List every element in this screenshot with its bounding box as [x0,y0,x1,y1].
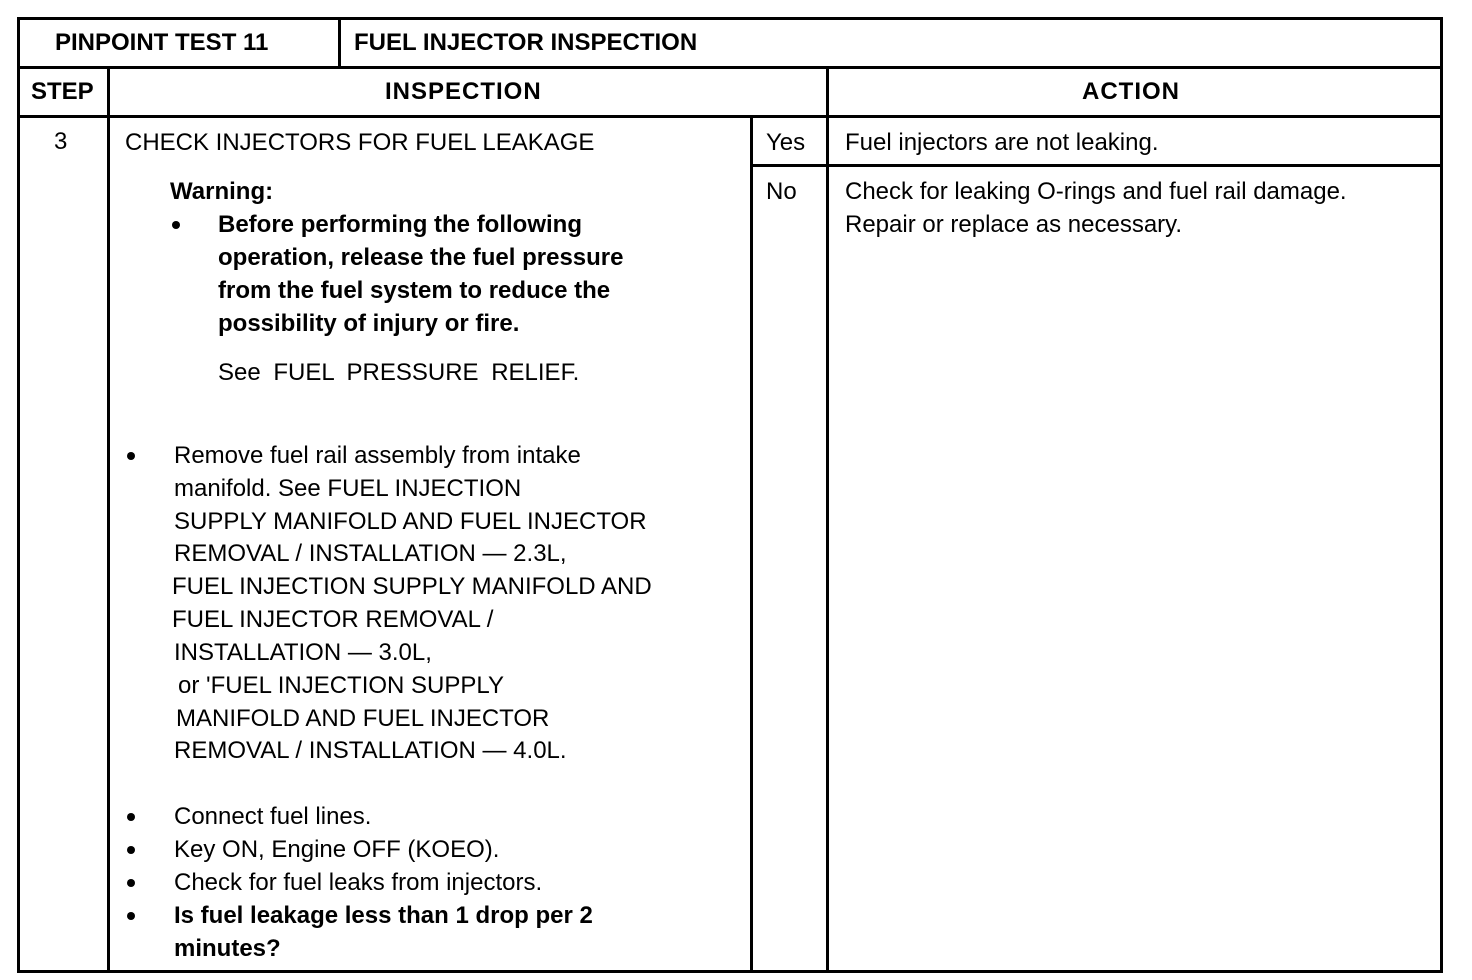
remove-line: FUEL INJECTION SUPPLY MANIFOLD AND [172,573,652,600]
warning-line: operation, release the fuel pressure [218,244,624,271]
test-id: PINPOINT TEST 11 [55,29,269,56]
bullet-icon [127,879,135,887]
table-border-bottom [17,970,1443,973]
warning-line: Before performing the following [218,211,582,238]
remove-line: REMOVAL / INSTALLATION — 4.0L. [174,737,567,764]
check-heading: CHECK INJECTORS FOR FUEL LEAKAGE [125,129,595,156]
step-number: 3 [54,128,68,155]
no-label: No [766,178,797,205]
column-header-inspection: INSPECTION [385,78,542,105]
yes-action: Fuel injectors are not leaking. [845,129,1159,156]
procedure-bullet: Key ON, Engine OFF (KOEO). [174,836,500,863]
warning-line: from the fuel system to reduce the [218,277,611,304]
action-column-divider [826,66,829,973]
remove-line: REMOVAL / INSTALLATION — 2.3L, [174,540,567,567]
yes-row-divider [751,164,1443,167]
bullet-icon [127,846,135,854]
question-line: Is fuel leakage less than 1 drop per 2 [174,902,593,929]
bullet-icon [127,452,135,460]
column-header-step: STEP [31,78,94,105]
procedure-bullet: Connect fuel lines. [174,803,372,830]
no-action-line: Check for leaking O-rings and fuel rail damage. [845,178,1347,205]
remove-line: manifold. See FUEL INJECTION [174,475,522,502]
bullet-icon [172,221,180,229]
remove-line: FUEL INJECTOR REMOVAL / [172,606,494,633]
bullet-icon [127,813,135,821]
column-header-divider [17,115,1443,118]
table-border-left [17,17,20,973]
warning-label: Warning: [170,178,274,205]
header-title-divider [338,17,341,68]
remove-line: MANIFOLD AND FUEL INJECTOR [176,705,550,732]
warning-line: possibility of injury or fire. [218,310,520,337]
question-line: minutes? [174,935,281,962]
warning-see-reference: See FUEL PRESSURE RELIEF. [218,359,580,386]
no-action-line: Repair or replace as necessary. [845,211,1183,238]
remove-line: INSTALLATION — 3.0L, [174,639,432,666]
procedure-bullet: Check for fuel leaks from injectors. [174,869,543,896]
table-border-right [1440,17,1443,973]
yes-label: Yes [766,129,806,156]
header-row-divider [17,66,1443,69]
column-header-action: ACTION [1082,78,1180,105]
remove-line: Remove fuel rail assembly from intake [174,442,581,469]
remove-line: or 'FUEL INJECTION SUPPLY [178,672,504,699]
table-border-top [17,17,1443,20]
result-column-divider [750,115,753,973]
test-title: FUEL INJECTOR INSPECTION [354,29,698,56]
bullet-icon [127,912,135,920]
step-column-divider [107,66,110,973]
remove-line: SUPPLY MANIFOLD AND FUEL INJECTOR [174,508,647,535]
